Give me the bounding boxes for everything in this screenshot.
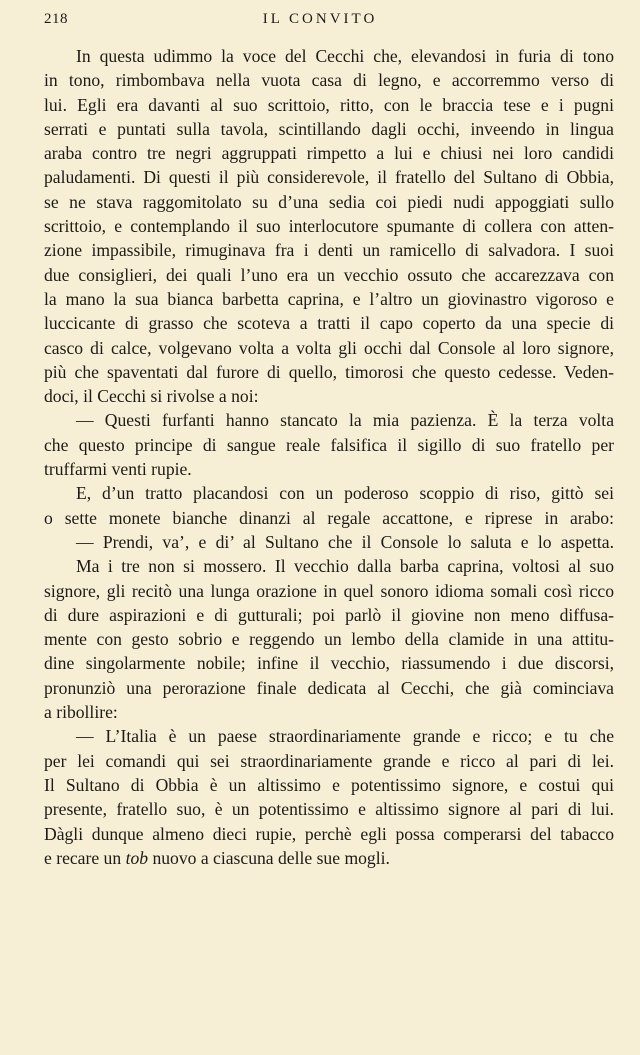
text-line: paludamenti. Di questi il più considerevole, il fratello del Sultano di Obbia,: [44, 167, 614, 188]
running-title: IL CONVITO: [262, 11, 378, 27]
text-line: Il Sultano di Obbia è un altissimo e potentissimo signore, e costui qui: [44, 774, 614, 795]
text-line: dine singolarmente nobile; infine il vecchio, riassumendo i due discorsi,: [44, 653, 614, 674]
text-line: casco di calce, volgevano volta a volta gli occhi dal Console al loro signore,: [44, 337, 614, 358]
text-line: E, d’un tratto placandosi con un poderoso scoppio di riso, gittò sei: [76, 483, 614, 504]
text-line: serrati e puntati sulla tavola, scintillando dagli occhi, inveendo in lingua: [44, 118, 614, 139]
text-fragment: e recare un: [44, 847, 126, 868]
text-line: doci, il Cecchi si rivolse a noi:: [44, 386, 259, 407]
page-number: 218: [44, 11, 68, 27]
text-line: più che spaventati dal furore di quello, timorosi che questo cedesse. Veden-: [44, 361, 614, 382]
text-line: o sette monete bianche dinanzi al regale accattone, e riprese in arabo:: [44, 507, 614, 528]
text-fragment: nuovo a ciascuna delle sue mogli.: [148, 847, 390, 868]
text-line: se ne stava raggomitolato su d’una sedia coi piedi nudi appoggiati sullo: [44, 191, 614, 212]
text-line: di dure aspirazioni e di gutturali; poi parlò il giovine non meno diffusa-: [44, 604, 614, 625]
text-line: [44, 846, 614, 870]
body-text: [44, 44, 614, 870]
text-line: per lei comandi qui sei straordinariamente grande e ricco al pari di lei.: [44, 750, 614, 771]
page-header: [40, 11, 600, 33]
text-line: zione impassibile, rimuginava fra i denti un ramicello di salvadora. I suoi: [44, 240, 614, 261]
text-line: che questo principe di sangue reale falsifica il sigillo di suo fratello per: [44, 434, 614, 455]
text-line: signore, gli recitò una lunga orazione in quel sonoro idioma somali così ricco: [44, 580, 614, 601]
text-line: la mano la sua bianca barbetta caprina, e l’altro un giovinastro vigoroso e: [44, 288, 614, 309]
text-line: due consiglieri, dei quali l’uno era un vecchio ossuto che accarezzava con: [44, 264, 614, 285]
text-line: in tono, rimbombava nella vuota casa di legno, e accorremmo verso di: [44, 70, 614, 91]
text-line: scrittoio, e contemplando il suo interlocutore spumante di collera con atten-: [44, 216, 614, 237]
text-line: pronunziò una perorazione finale dedicata al Cecchi, che già cominciava: [44, 677, 614, 698]
text-line: mente con gesto sobrio e reggendo un lembo della clamide in una attitu-: [44, 629, 614, 650]
text-line: — Prendi, va’, e di’ al Sultano che il Console lo saluta e lo aspetta.: [76, 531, 614, 552]
text-line: araba contro tre negri aggruppati rimpetto a lui e chiusi nei loro candidi: [44, 143, 614, 164]
text-line: presente, fratello suo, è un potentissimo e altissimo signore al pari di lui.: [44, 799, 614, 820]
text-line: Dàgli dunque almeno dieci rupie, perchè egli possa comperarsi del tabacco: [44, 823, 614, 844]
text-line: lui. Egli era davanti al suo scrittoio, ritto, con le braccia tese e i pugni: [44, 94, 614, 115]
text-line: In questa udimmo la voce del Cecchi che, elevandosi in furia di tono: [76, 46, 614, 66]
text-line: — Questi furfanti hanno stancato la mia pazienza. È la terza volta: [76, 410, 614, 431]
text-line: truffarmi venti rupie.: [44, 459, 192, 480]
italic-word: tob: [125, 847, 149, 868]
text-line: Ma i tre non si mossero. Il vecchio dalla barba caprina, voltosi al suo: [76, 556, 614, 577]
text-line: luccicante di grasso che scoteva a tratti il capo coperto da una specie di: [44, 313, 614, 334]
text-line: a ribollire:: [44, 702, 118, 723]
text-line: — L’Italia è un paese straordinariamente grande e ricco; e tu che: [76, 726, 614, 747]
